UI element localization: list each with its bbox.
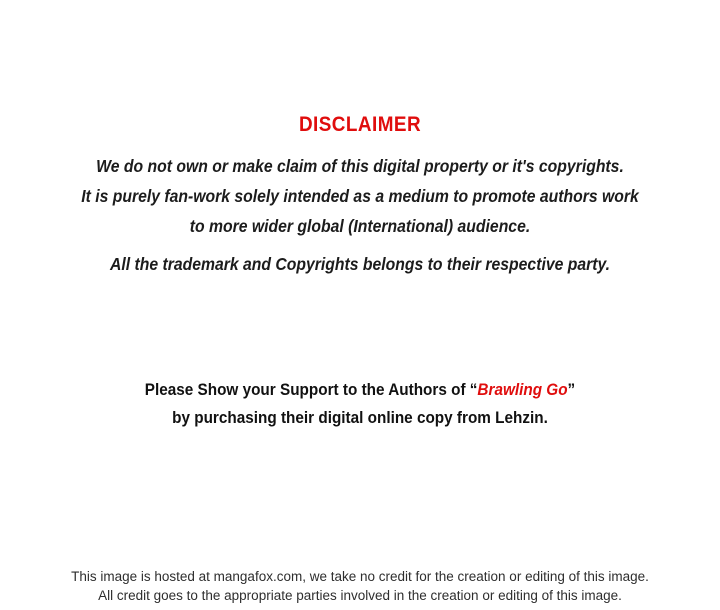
disclaimer-text-line: It is purely fan-work solely intended as a medium to promote authors work <box>81 186 639 206</box>
trademark-line: All the trademark and Copyrights belongs to their respective party. <box>109 254 611 274</box>
support-line <box>36 380 684 400</box>
disclaimer-text-line: to more wider global (International) audience. <box>189 216 531 236</box>
disclaimer-title: DISCLAIMER <box>298 113 422 136</box>
series-title: Brawling Go <box>477 380 568 399</box>
footer-credit-line: All credit goes to the appropriate parties involved in the creation or editing of this image. <box>98 588 622 603</box>
support-suffix: ” <box>567 380 576 399</box>
footer-hosted-line: This image is hosted at mangafox.com, we take no credit for the creation or editing of this image. <box>71 569 649 584</box>
support-line-2: by purchasing their digital online copy from Lehzin. <box>172 408 548 427</box>
disclaimer-text-line: We do not own or make claim of this digital property or it's copyrights. <box>96 156 624 176</box>
support-prefix: Please Show your Support to the Authors of “ <box>144 380 478 399</box>
